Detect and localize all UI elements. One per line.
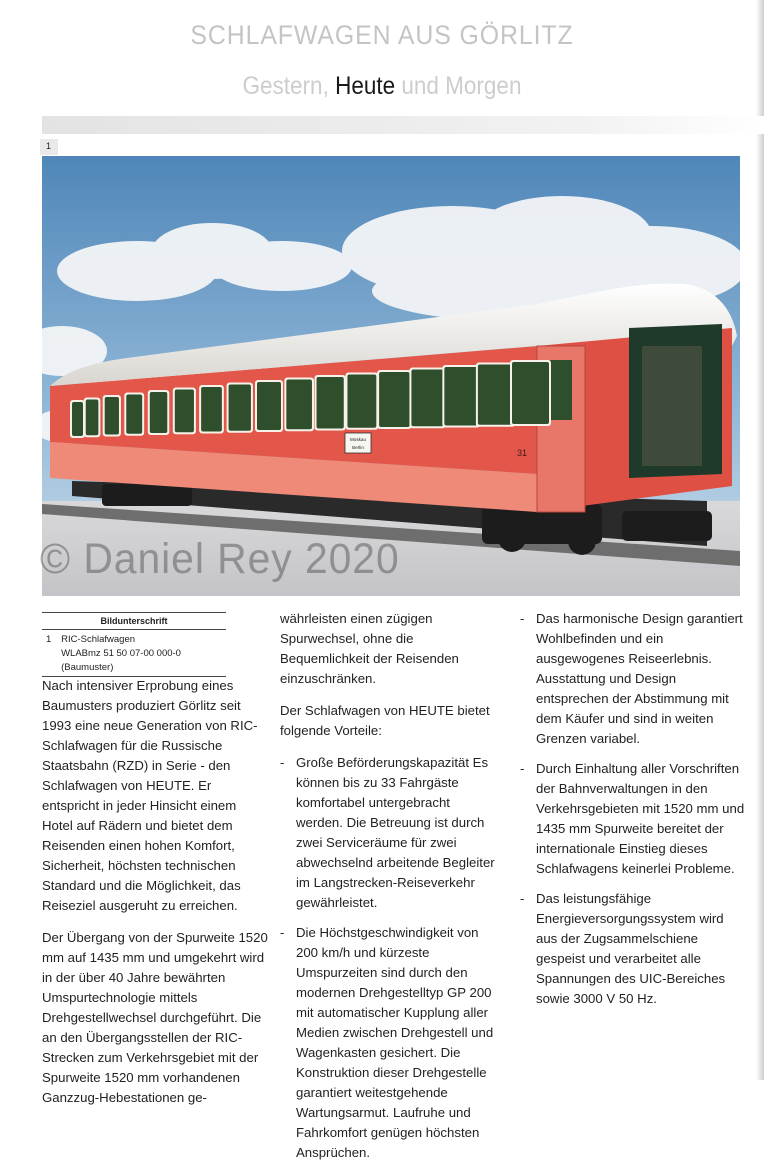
subtitle-after: und Morgen bbox=[395, 72, 522, 100]
window-glass bbox=[512, 362, 549, 424]
text-column-3 bbox=[520, 609, 746, 1019]
bullet-text: Das harmonische Design garantiert Wohlbefinden und ein ausgewogenes Reiseerlebnis. Ausstattung und Design entsprechen der Abstimmung mit dem Käufer und sind in weiten Grenzen variabel. bbox=[536, 611, 743, 746]
bullet-dash: - bbox=[520, 891, 525, 906]
watermark: © Daniel Rey 2020 bbox=[40, 535, 400, 583]
caption-heading: Bildunterschrift bbox=[42, 612, 226, 630]
caption-number: 1 bbox=[46, 634, 52, 645]
window-glass bbox=[105, 397, 119, 435]
subtitle-highlight: Heute bbox=[335, 72, 396, 100]
figure-number: 1 bbox=[40, 139, 58, 155]
railcar-photo bbox=[42, 156, 740, 596]
subtitle-before: Gestern, bbox=[242, 72, 336, 100]
window-glass bbox=[379, 372, 410, 427]
window-glass bbox=[317, 377, 344, 429]
text-column-2 bbox=[280, 609, 500, 1173]
sign-line2: Berlin bbox=[352, 445, 364, 450]
window-glass bbox=[175, 390, 194, 433]
caption-row bbox=[42, 633, 226, 675]
page-edge-shadow bbox=[756, 0, 764, 1080]
bullet-dash: - bbox=[520, 611, 525, 626]
bullet-dash: - bbox=[280, 755, 285, 770]
bullet-text: Große Beförderungskapazität Es können bis zu 33 Fahrgäste komfortabel untergebracht werden. Die Betreuung ist durch zwei Serviceräume für zwei abwechselnd arbeitende Begleiter im Langstrecken-Reiseverkehr gewährleistet. bbox=[296, 755, 495, 910]
window-glass bbox=[257, 382, 281, 430]
window-glass bbox=[478, 365, 513, 425]
window-glass bbox=[286, 380, 312, 430]
window-glass bbox=[72, 402, 83, 436]
page-subtitle bbox=[38, 72, 726, 101]
caption-line1: RIC-Schlafwagen bbox=[61, 634, 136, 645]
bullet-item bbox=[520, 759, 746, 879]
bullet-item bbox=[520, 609, 746, 749]
bullet-item bbox=[520, 889, 746, 1009]
paragraph: Der Schlafwagen von HEUTE bietet folgende Vorteile: bbox=[280, 703, 490, 738]
bullet-text: Das leistungsfähige Energieversorgungssystem wird aus der Zugsammelschiene gespeist und verarbeitet alle Spannungen des UIC-Bereiches sowie 3000 V 50 Hz. bbox=[536, 891, 726, 1006]
window-glass bbox=[126, 395, 142, 434]
destination-sign bbox=[345, 433, 371, 453]
paragraph: Nach intensiver Erprobung eines Baumusters produziert Görlitz seit 1993 eine neue Generation von RIC-Schlafwagen für die Russische Staatsbahn (RZD) in Serie - den Schlafwagen von HEUTE. Er entspricht in jeder Hinsicht einem Hotel auf Rädern und bietet dem Reisenden einen hohen Komfort, Sicherheit, höchsten technischen Standard und die Möglichkeit, das Reiseziel ausgeruht zu erreichen. bbox=[42, 678, 258, 913]
window-glass bbox=[444, 367, 478, 426]
door-window bbox=[550, 360, 572, 420]
window-glass bbox=[201, 387, 222, 432]
car-marking: 31 bbox=[517, 448, 528, 458]
caption-text bbox=[61, 633, 226, 675]
bullet-dash: - bbox=[280, 925, 285, 940]
header-bar bbox=[42, 116, 764, 134]
figure-caption bbox=[42, 612, 226, 677]
window-glass bbox=[411, 370, 443, 427]
caption-line2: WLABmz 51 50 07-00 000-0 (Baumuster) bbox=[61, 648, 181, 673]
window-glass bbox=[229, 385, 251, 431]
window-glass bbox=[86, 400, 99, 436]
page-title: SCHLAFWAGEN AUS GÖRLITZ bbox=[190, 20, 574, 50]
bullet-item bbox=[280, 923, 500, 1163]
paragraph: währleisten einen zügigen Spurwechsel, ohne die Bequemlichkeit der Reisenden einzuschränken. bbox=[280, 611, 459, 686]
paragraph: Der Übergang von der Spurweite 1520 mm auf 1435 mm und umgekehrt wird in der über 40 Jahre bewährten Umspurtechnologie mittels Drehgestellwechsel durchgeführt. Die an den Übergangsstellen der RIC-Strecken zum Verkehrsgebiet mit der Spurweite 1520 mm vorhandenen Ganzzug-Hebestationen ge- bbox=[42, 930, 268, 1105]
bullet-dash: - bbox=[520, 761, 525, 776]
bullet-item bbox=[280, 753, 500, 913]
text-column-1 bbox=[42, 676, 268, 1120]
window-glass bbox=[347, 375, 376, 428]
window-glass bbox=[150, 392, 168, 433]
gangway-window bbox=[642, 346, 702, 466]
sign-line1: Moskau bbox=[349, 437, 367, 442]
bullet-text: Durch Einhaltung aller Vorschriften der Bahnverwaltungen in den Verkehrsgebieten mit 1520 mm und 1435 mm Spurweite bereitet der internationale Einstieg dieses Schlafwagens keinerlei Probleme. bbox=[536, 761, 745, 876]
bullet-text: Die Höchstgeschwindigkeit von 200 km/h und kürzeste Umspurzeiten sind durch den modernen Drehgestelltyp GP 200 mit automatischer Kupplung aller Medien zwischen Drehgestell und Wagenkasten gesichert. Die Konstruktion dieser Drehgestelle garantiert weitestgehende Wartungsarmut. Laufruhe und Fahrkomfort genügen höchsten Ansprüchen. bbox=[296, 925, 494, 1160]
